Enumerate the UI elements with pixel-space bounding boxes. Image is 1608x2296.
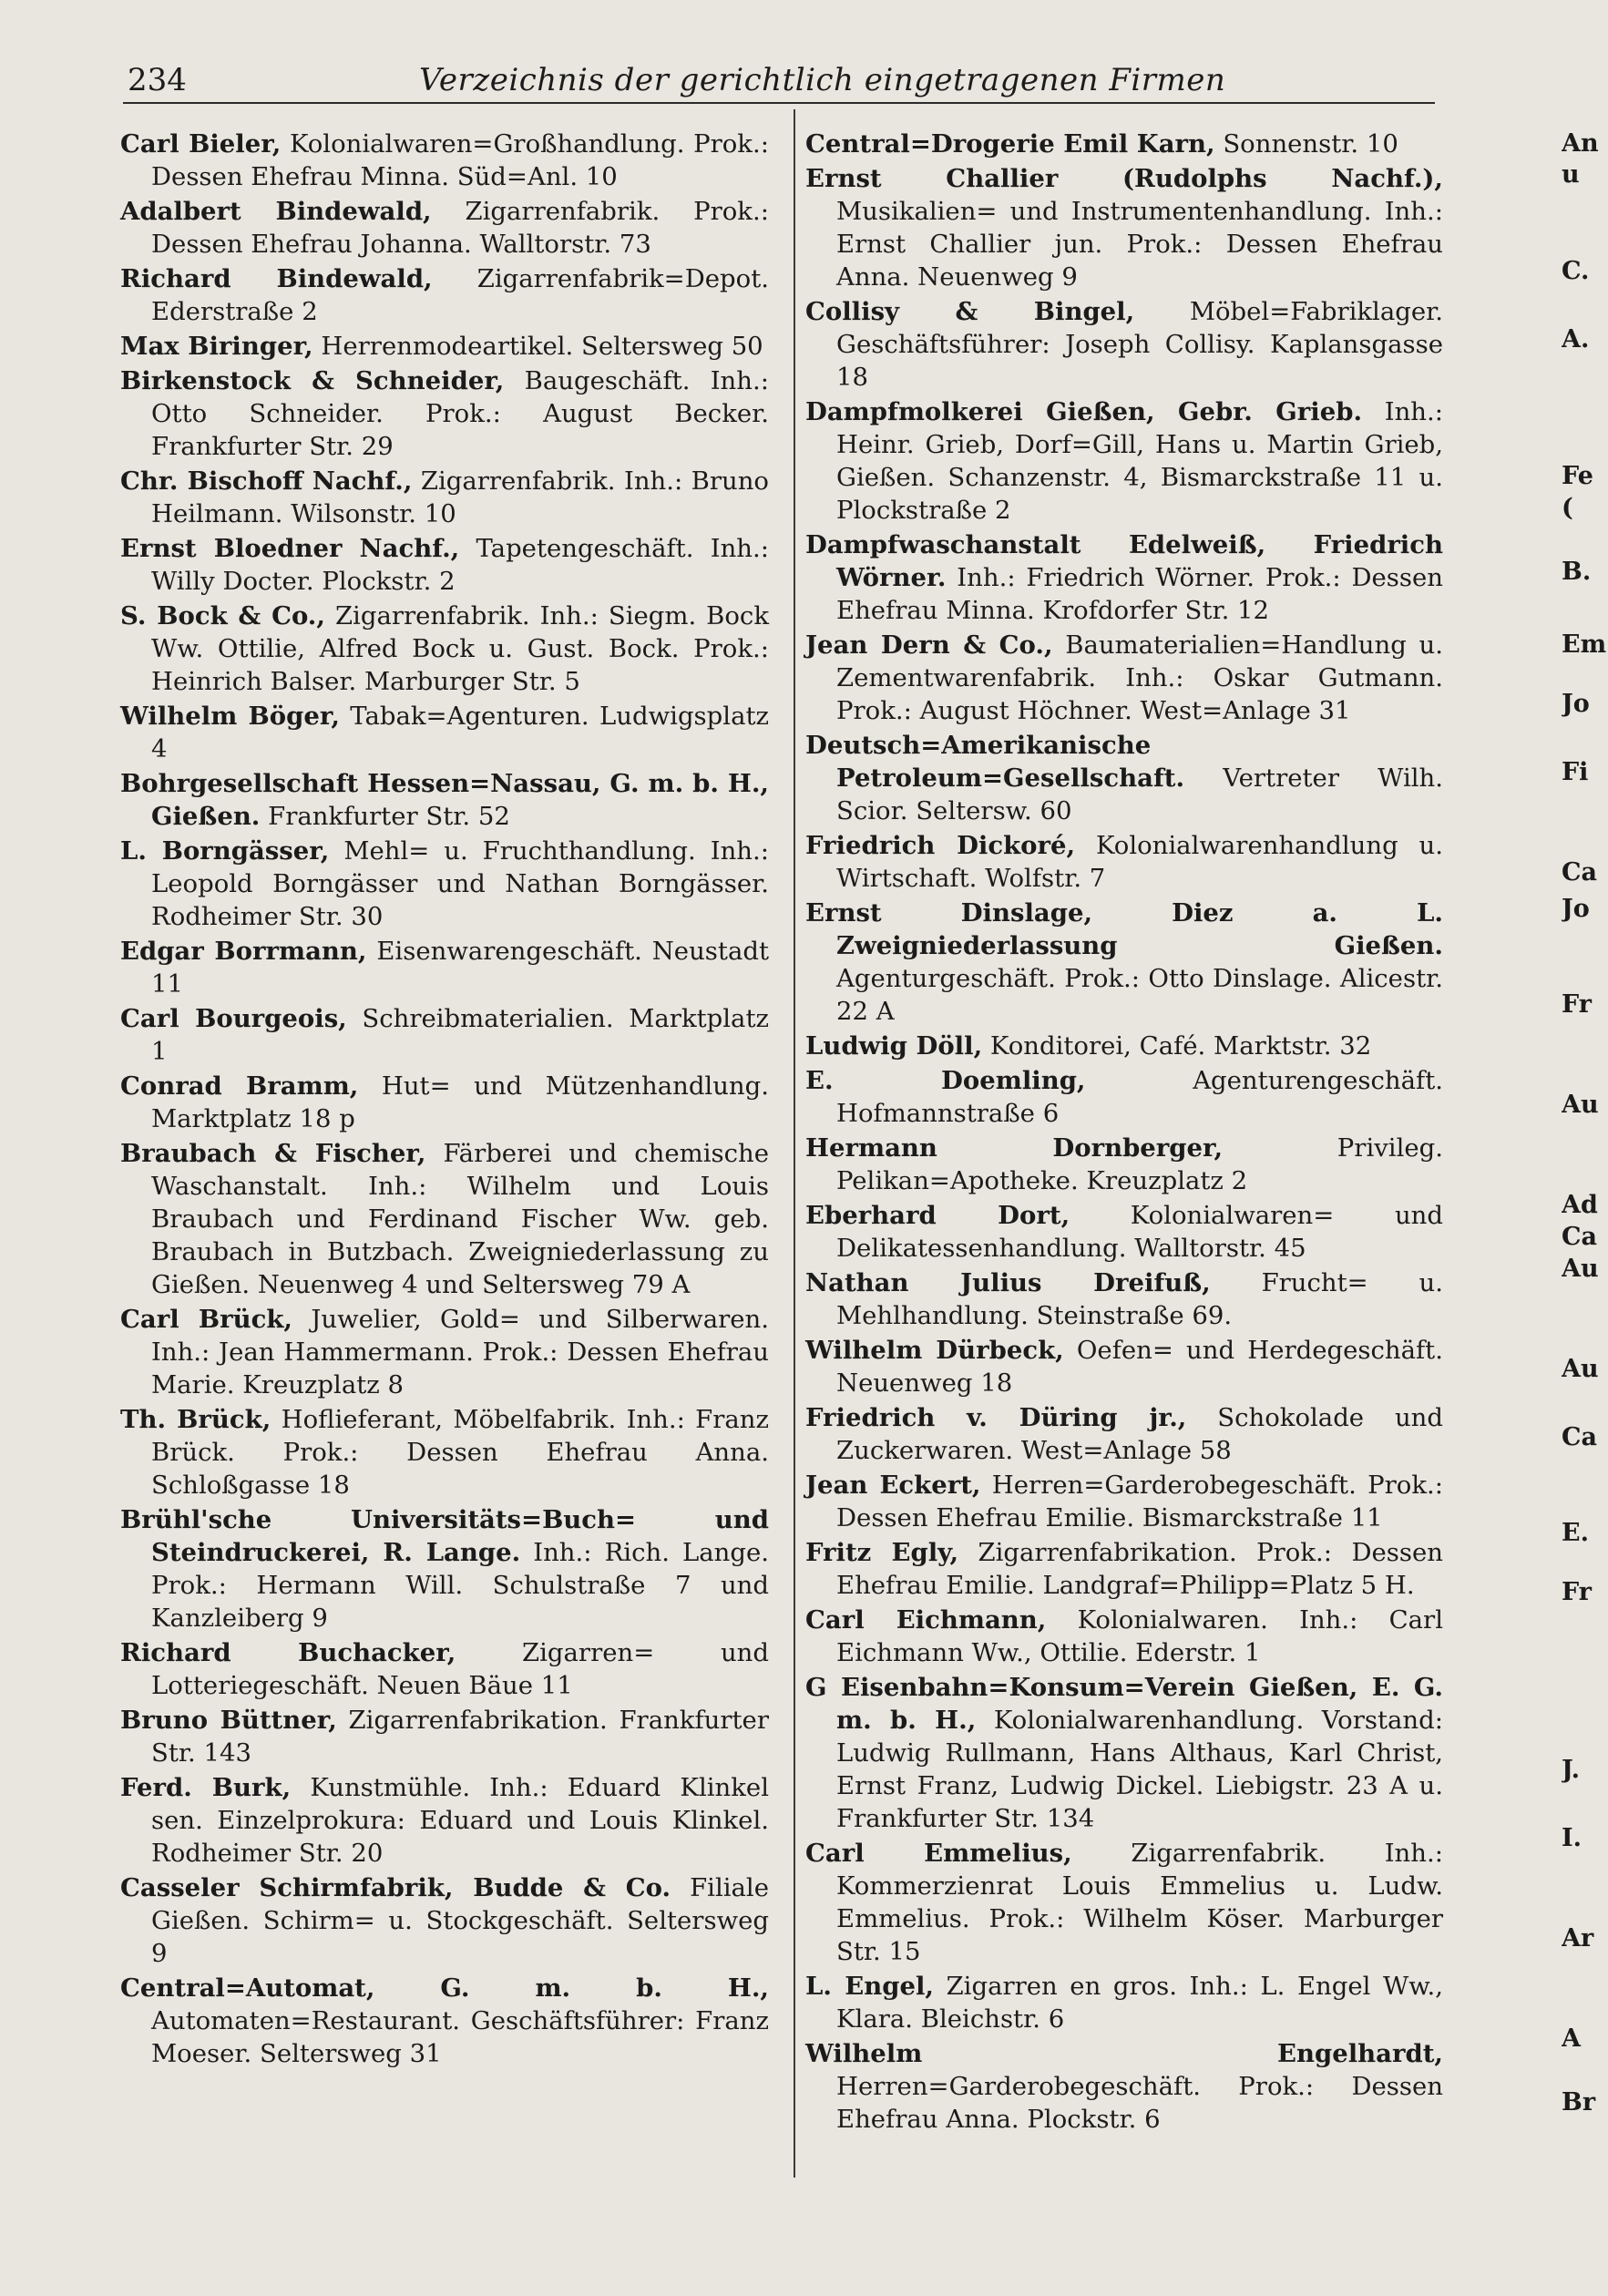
firm-name: Friedrich v. Düring jr., bbox=[805, 1403, 1187, 1432]
firm-name: Brühl'sche Universitäts=Buch= und Steindruckerei, R. Lange. bbox=[120, 1505, 769, 1567]
firm-entry bbox=[120, 532, 769, 598]
firm-name: Carl Brück, bbox=[120, 1305, 292, 1334]
firm-details: Herren=Garderobegeschäft. Prok.: Dessen Ehefrau Emilie. Bismarckstraße 11 bbox=[836, 1471, 1443, 1532]
firm-name: Th. Brück, bbox=[120, 1405, 271, 1434]
firm-entry bbox=[120, 1403, 769, 1502]
firm-details: Zigarrenfabrik. Prok.: Dessen Ehefrau Johanna. Walltorstr. 73 bbox=[151, 197, 769, 259]
firm-name: Wilhelm Engelhardt, bbox=[805, 2039, 1443, 2068]
firm-details: Baugeschäft. Inh.: Otto Schneider. Prok.: August Becker. Frankfurter Str. 29 bbox=[151, 366, 769, 461]
firm-entry bbox=[805, 162, 1443, 293]
firm-entry bbox=[805, 1266, 1443, 1332]
firm-entry bbox=[120, 128, 769, 193]
firm-details: Tabak=Agenturen. Ludwigsplatz 4 bbox=[151, 702, 769, 764]
facing-page-fragment: J. bbox=[1562, 1756, 1581, 1784]
running-title: Verzeichnis der gerichtlich eingetragenen Firmen bbox=[419, 62, 1226, 98]
firm-entry bbox=[805, 1030, 1443, 1062]
page-number: 234 bbox=[128, 62, 187, 98]
firm-entry bbox=[120, 1871, 769, 1970]
firm-name: Carl Bieler, bbox=[120, 129, 282, 159]
firm-name: Jean Dern & Co., bbox=[805, 630, 1053, 660]
facing-page-fragment: Au bbox=[1562, 1091, 1599, 1119]
firm-details: Schreibmaterialien. Marktplatz 1 bbox=[151, 1004, 769, 1066]
facing-page-fragment: Ar bbox=[1562, 1924, 1594, 1953]
firm-name: Ernst Bloedner Nachf., bbox=[120, 534, 460, 563]
firm-entry bbox=[120, 1070, 769, 1135]
facing-page-fragment: Au bbox=[1562, 1355, 1599, 1383]
firm-details: Hut= und Mützenhandlung. Marktplatz 18 p bbox=[151, 1071, 769, 1133]
firm-details: Vertreter Wilh. Scior. Seltersw. 60 bbox=[836, 764, 1443, 825]
firm-name: L. Borngässer, bbox=[120, 836, 330, 866]
facing-page-fragment: Fi bbox=[1562, 758, 1589, 786]
firm-name: Casseler Schirmfabrik, Budde & Co. bbox=[120, 1873, 671, 1902]
firm-details: Sonnenstr. 10 bbox=[1223, 129, 1398, 159]
firm-name: E. Doemling, bbox=[805, 1066, 1086, 1095]
firm-details: Kolonialwaren=Großhandlung. Prok.: Dessen Ehefrau Minna. Süd=Anl. 10 bbox=[151, 129, 769, 191]
firm-entry bbox=[805, 629, 1443, 727]
firm-name: Carl Bourgeois, bbox=[120, 1004, 347, 1033]
facing-page-fragment: Ad bbox=[1562, 1191, 1598, 1219]
facing-page-fragment: I. bbox=[1562, 1824, 1582, 1852]
firm-name: Collisy & Bingel, bbox=[805, 297, 1135, 326]
firm-name: Bohrgesellschaft Hessen=Nassau, G. m. b. H., Gießen. bbox=[120, 769, 769, 831]
firm-entry bbox=[120, 1972, 769, 2070]
firm-entry bbox=[120, 600, 769, 698]
facing-page-fragment: Au bbox=[1562, 1255, 1599, 1283]
firm-details: Zigarrenfabrik. Inh.: Kommerzienrat Louis Emmelius u. Ludw. Emmelius. Prok.: Wilhelm Köser. Marburger Str. 15 bbox=[836, 1839, 1443, 1966]
firm-entry bbox=[805, 1970, 1443, 2035]
firm-details: Agenturengeschäft. Hofmannstraße 6 bbox=[836, 1066, 1443, 1128]
firm-name: Birkenstock & Schneider, bbox=[120, 366, 505, 395]
firm-entry bbox=[805, 395, 1443, 527]
firm-details: Zigarren en gros. Inh.: L. Engel Ww., Klara. Bleichstr. 6 bbox=[836, 1972, 1443, 2034]
firm-entry bbox=[120, 465, 769, 530]
firm-details: Zigarrenfabrik. Inh.: Bruno Heilmann. Wilsonstr. 10 bbox=[151, 466, 769, 528]
firm-entry bbox=[805, 1604, 1443, 1669]
firm-name: Richard Bindewald, bbox=[120, 264, 433, 293]
firm-name: Dampfmolkerei Gießen, Gebr. Grieb. bbox=[805, 397, 1363, 426]
firm-entry bbox=[805, 1401, 1443, 1467]
firm-entry bbox=[805, 2037, 1443, 2136]
firm-entry bbox=[805, 829, 1443, 895]
firm-name: Wilhelm Böger, bbox=[120, 702, 340, 731]
firm-entry bbox=[120, 767, 769, 833]
facing-page-fragment: Em bbox=[1562, 630, 1607, 659]
firm-details: Konditorei, Café. Marktstr. 32 bbox=[989, 1031, 1372, 1061]
firm-name: Fritz Egly, bbox=[805, 1538, 959, 1567]
firm-details: Agenturgeschäft. Prok.: Otto Dinslage. Alicestr. 22 A bbox=[836, 964, 1443, 1026]
firm-details: Zigarrenfabrikation. Frankfurter Str. 143 bbox=[151, 1706, 769, 1768]
firm-details: Automaten=Restaurant. Geschäftsführer: Franz Moeser. Seltersweg 31 bbox=[151, 2006, 769, 2068]
firm-entry bbox=[120, 1704, 769, 1769]
firm-entry bbox=[120, 935, 769, 1000]
firm-details: Schokolade und Zuckerwaren. West=Anlage 58 bbox=[836, 1403, 1443, 1465]
firm-details: Inh.: Friedrich Wörner. Prok.: Dessen Ehefrau Minna. Krofdorfer Str. 12 bbox=[836, 563, 1443, 625]
firm-name: Dampfwaschanstalt Edelweiß, Friedrich Wörner. bbox=[805, 530, 1443, 592]
firm-details: Möbel=Fabriklager. Geschäftsführer: Joseph Collisy. Kaplansgasse 18 bbox=[836, 297, 1443, 392]
firm-name: Central=Drogerie Emil Karn, bbox=[805, 129, 1215, 159]
firm-details: Kolonialwaren= und Delikatessenhandlung. Walltorstr. 45 bbox=[836, 1201, 1443, 1263]
firm-entry bbox=[805, 1132, 1443, 1197]
firm-name: Hermann Dornberger, bbox=[805, 1133, 1224, 1163]
facing-page-fragment: Fe bbox=[1562, 462, 1593, 490]
facing-page-fragment: Jo bbox=[1562, 895, 1590, 923]
facing-page-fragment: An bbox=[1562, 129, 1599, 158]
facing-page-fragment: Ca bbox=[1562, 1423, 1597, 1451]
firm-name: Eberhard Dort, bbox=[805, 1201, 1070, 1230]
firm-details: Privileg. Pelikan=Apotheke. Kreuzplatz 2 bbox=[836, 1133, 1443, 1195]
firm-entry bbox=[805, 1199, 1443, 1265]
firm-name: Edgar Borrmann, bbox=[120, 937, 367, 966]
firm-details: Herren=Garderobegeschäft. Prok.: Dessen Ehefrau Anna. Plockstr. 6 bbox=[836, 2072, 1443, 2134]
column-divider bbox=[794, 109, 795, 2178]
firm-entry bbox=[805, 1671, 1443, 1835]
firm-entry bbox=[120, 835, 769, 933]
firm-entry bbox=[805, 729, 1443, 827]
firm-entry bbox=[120, 330, 769, 363]
firm-details: Inh.: Rich. Lange. Prok.: Hermann Will. Schulstraße 7 und Kanzleiberg 9 bbox=[151, 1538, 769, 1633]
firm-name: Max Biringer, bbox=[120, 332, 313, 361]
firm-name: Ernst Challier (Rudolphs Nachf.), bbox=[805, 164, 1443, 193]
facing-page-fragment: A bbox=[1562, 2024, 1581, 2053]
firm-details: Kolonialwaren. Inh.: Carl Eichmann Ww., Ottilie. Ederstr. 1 bbox=[836, 1605, 1443, 1667]
facing-page-fragment: Jo bbox=[1562, 690, 1590, 718]
firm-entry bbox=[805, 1837, 1443, 1968]
firm-name: Wilhelm Dürbeck, bbox=[805, 1336, 1064, 1365]
firm-details: Musikalien= und Instrumentenhandlung. Inh.: Ernst Challier jun. Prok.: Dessen Ehefrau Anna. Neuenweg 9 bbox=[836, 197, 1443, 292]
firm-entry bbox=[120, 262, 769, 328]
firm-details: Hoflieferant, Möbelfabrik. Inh.: Franz Brück. Prok.: Dessen Ehefrau Anna. Schloßgasse 18 bbox=[151, 1405, 769, 1500]
firm-name: S. Bock & Co., bbox=[120, 601, 325, 630]
firm-details: Filiale Gießen. Schirm= u. Stockgeschäft. Seltersweg 9 bbox=[151, 1873, 769, 1968]
firm-name: Richard Buchacker, bbox=[120, 1638, 456, 1667]
firm-entry bbox=[120, 1002, 769, 1068]
firm-entry bbox=[805, 1536, 1443, 1602]
firm-details: Baumaterialien=Handlung u. Zementwarenfabrik. Inh.: Oskar Gutmann. Prok.: August Höchner. West=Anlage 31 bbox=[836, 630, 1443, 725]
firm-entry bbox=[120, 1303, 769, 1401]
firm-details: Tapetengeschäft. Inh.: Willy Docter. Plockstr. 2 bbox=[151, 534, 769, 596]
firm-entry bbox=[805, 128, 1443, 160]
firm-details: Eisenwarengeschäft. Neustadt 11 bbox=[151, 937, 769, 999]
firm-details: Färberei und chemische Waschanstalt. Inh.: Wilhelm und Louis Braubach und Ferdinand Fischer Ww. geb. Braubach in Butzbach. Zweigniederlassung zu Gießen. Neuenweg 4 und Seltersweg 79 A bbox=[151, 1139, 769, 1299]
firm-name: G Eisenbahn=Konsum=Verein Gießen, E. G. m. b. H., bbox=[805, 1673, 1443, 1735]
firm-entry bbox=[120, 700, 769, 765]
firm-name: Ludwig Döll, bbox=[805, 1031, 983, 1061]
firm-name: Braubach & Fischer, bbox=[120, 1139, 426, 1168]
facing-page-fragment: Fr bbox=[1562, 1578, 1592, 1606]
facing-page-fragment: Br bbox=[1562, 2088, 1596, 2117]
firm-details: Frucht= u. Mehlhandlung. Steinstraße 69. bbox=[836, 1268, 1443, 1330]
firm-name: Deutsch=Amerikanische Petroleum=Gesellschaft. bbox=[805, 731, 1185, 793]
left-column bbox=[120, 128, 769, 2072]
firm-details: Mehl= u. Fruchthandlung. Inh.: Leopold Borngässer und Nathan Borngässer. Rodheimer Str. 30 bbox=[151, 836, 769, 931]
facing-page-fragment: E. bbox=[1562, 1519, 1589, 1547]
firm-entry bbox=[805, 295, 1443, 394]
firm-entry bbox=[805, 1064, 1443, 1130]
firm-details: Kolonialwarenhandlung. Vorstand: Ludwig Rullmann, Hans Althaus, Karl Christ, Ernst Franz, Ludwig Dickel. Liebigstr. 23 A u. Frankfurter Str. 134 bbox=[836, 1706, 1443, 1833]
facing-page-edge bbox=[1558, 128, 1608, 2223]
firm-name: Bruno Büttner, bbox=[120, 1706, 337, 1735]
firm-entry bbox=[120, 364, 769, 463]
firm-entry bbox=[120, 195, 769, 261]
firm-details: Juwelier, Gold= und Silberwaren. Inh.: Jean Hammermann. Prok.: Dessen Ehefrau Marie. Kreuzplatz 8 bbox=[151, 1305, 769, 1399]
firm-name: Central=Automat, G. m. b. H., bbox=[120, 1973, 769, 2003]
firm-entry bbox=[120, 1771, 769, 1870]
firm-entry bbox=[120, 1137, 769, 1301]
facing-page-fragment: ( bbox=[1562, 494, 1573, 522]
firm-entry bbox=[805, 528, 1443, 627]
firm-details: Kunstmühle. Inh.: Eduard Klinkel sen. Einzelprokura: Eduard und Louis Klinkel. Rodheimer Str. 20 bbox=[151, 1773, 769, 1868]
firm-name: Carl Emmelius, bbox=[805, 1839, 1072, 1868]
firm-details: Zigarrenfabrik=Depot. Ederstraße 2 bbox=[151, 264, 769, 326]
firm-details: Zigarrenfabrikation. Prok.: Dessen Ehefrau Emilie. Landgraf=Philipp=Platz 5 H. bbox=[836, 1538, 1443, 1600]
header-rule bbox=[123, 102, 1435, 104]
facing-page-fragment: B. bbox=[1562, 558, 1592, 586]
facing-page-fragment: Fr bbox=[1562, 990, 1592, 1019]
firm-entry bbox=[805, 897, 1443, 1028]
firm-entry bbox=[120, 1503, 769, 1635]
firm-entry bbox=[120, 1636, 769, 1702]
firm-entry bbox=[805, 1334, 1443, 1399]
firm-details: Inh.: Heinr. Grieb, Dorf=Gill, Hans u. Martin Grieb, Gießen. Schanzenstr. 4, Bismarckstraße 11 u. Plockstraße 2 bbox=[836, 397, 1443, 525]
firm-entry bbox=[805, 1469, 1443, 1534]
facing-page-fragment: u bbox=[1562, 160, 1580, 189]
firm-name: Carl Eichmann, bbox=[805, 1605, 1047, 1635]
firm-name: Nathan Julius Dreifuß, bbox=[805, 1268, 1211, 1297]
firm-details: Kolonialwarenhandlung u. Wirtschaft. Wolfstr. 7 bbox=[836, 831, 1443, 893]
facing-page-fragment: A. bbox=[1562, 325, 1590, 354]
firm-name: Jean Eckert, bbox=[805, 1471, 981, 1500]
firm-details: Zigarren= und Lotteriegeschäft. Neuen Bäue 11 bbox=[151, 1638, 769, 1700]
firm-details: Herrenmodeartikel. Seltersweg 50 bbox=[321, 332, 763, 361]
firm-name: L. Engel, bbox=[805, 1972, 934, 2001]
firm-details: Oefen= und Herdegeschäft. Neuenweg 18 bbox=[836, 1336, 1443, 1398]
firm-name: Conrad Bramm, bbox=[120, 1071, 359, 1101]
facing-page-fragment: C. bbox=[1562, 257, 1590, 285]
firm-name: Ernst Dinslage, Diez a. L. Zweigniederlassung Gießen. bbox=[805, 898, 1443, 960]
firm-name: Chr. Bischoff Nachf., bbox=[120, 466, 413, 496]
facing-page-fragment: Ca bbox=[1562, 858, 1597, 887]
firm-name: Adalbert Bindewald, bbox=[120, 197, 432, 226]
firm-details: Frankfurter Str. 52 bbox=[268, 802, 510, 831]
right-column bbox=[805, 128, 1443, 2137]
firm-name: Ferd. Burk, bbox=[120, 1773, 292, 1802]
firm-name: Friedrich Dickoré, bbox=[805, 831, 1076, 860]
firm-details: Zigarrenfabrik. Inh.: Siegm. Bock Ww. Ottilie, Alfred Bock u. Gust. Bock. Prok.: Heinrich Balser. Marburger Str. 5 bbox=[151, 601, 769, 696]
facing-page-fragment: Ca bbox=[1562, 1223, 1597, 1251]
